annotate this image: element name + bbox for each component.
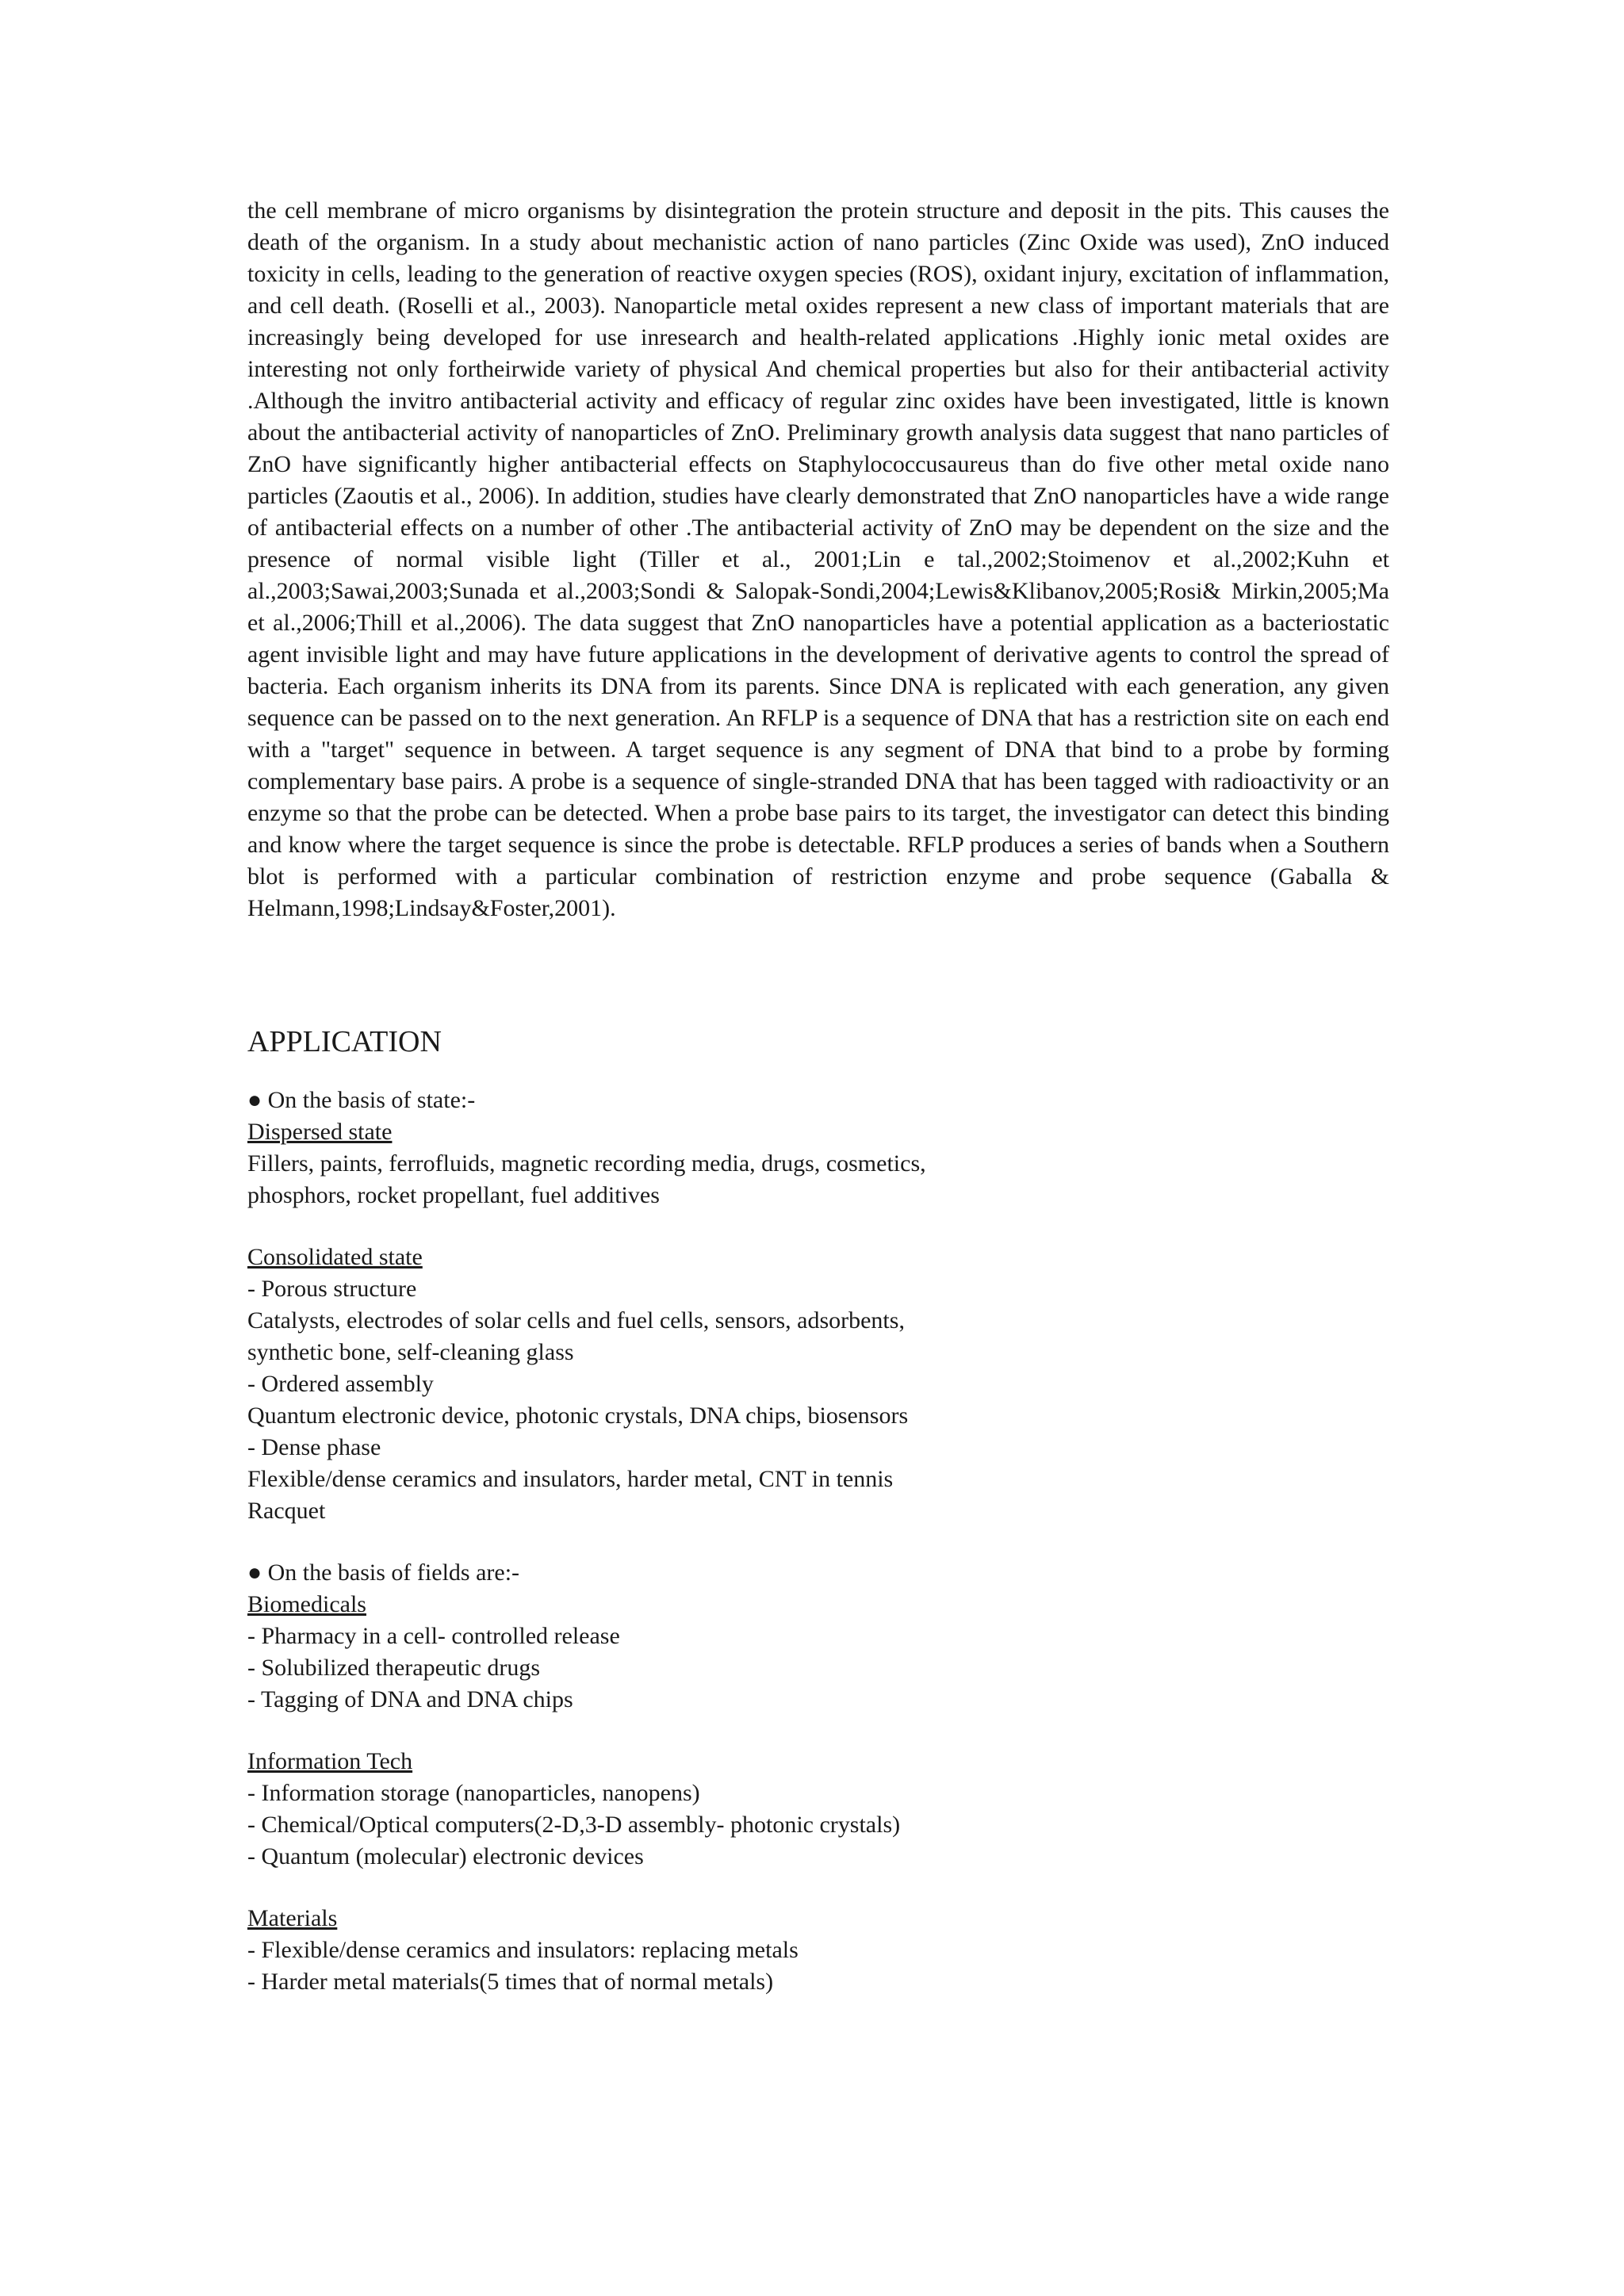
biomedicals-title: Biomedicals xyxy=(247,1591,366,1617)
consolidated-line: synthetic bone, self-cleaning glass xyxy=(247,1339,574,1365)
dispersed-line: phosphors, rocket propellant, fuel additives xyxy=(247,1182,660,1208)
body-paragraph xyxy=(247,195,1389,924)
application-heading: APPLICATION xyxy=(247,1025,442,1058)
information-tech-line: - Quantum (molecular) electronic devices xyxy=(247,1843,644,1869)
consolidated-state-title: Consolidated state xyxy=(247,1244,423,1270)
document-page xyxy=(247,195,1389,1998)
spacer xyxy=(247,1716,1389,1746)
information-tech-title: Information Tech xyxy=(247,1748,413,1774)
fields-bullet: ● On the basis of fields are:- xyxy=(247,1559,520,1586)
state-bullet: ● On the basis of state:- xyxy=(247,1087,476,1113)
spacer xyxy=(247,1873,1389,1903)
spacer xyxy=(247,1527,1389,1557)
biomedicals-line: - Solubilized therapeutic drugs xyxy=(247,1655,541,1681)
materials-line: - Harder metal materials(5 times that of normal metals) xyxy=(247,1969,774,1995)
consolidated-line: Flexible/dense ceramics and insulators, harder metal, CNT in tennis xyxy=(247,1466,894,1492)
consolidated-line: - Dense phase xyxy=(247,1434,381,1460)
biomedicals-line: - Pharmacy in a cell- controlled release xyxy=(247,1623,620,1649)
information-tech-line: - Information storage (nanoparticles, nanopens) xyxy=(247,1780,700,1806)
consolidated-line: Racquet xyxy=(247,1498,326,1524)
consolidated-line: Quantum electronic device, photonic crystals, DNA chips, biosensors xyxy=(247,1402,909,1429)
materials-line: - Flexible/dense ceramics and insulators: replacing metals xyxy=(247,1937,799,1963)
biomedicals-line: - Tagging of DNA and DNA chips xyxy=(247,1686,573,1712)
consolidated-line: - Porous structure xyxy=(247,1276,417,1302)
dispersed-state-title: Dispersed state xyxy=(247,1119,393,1145)
dispersed-line: Fillers, paints, ferrofluids, magnetic recording media, drugs, cosmetics, xyxy=(247,1150,926,1177)
spacer xyxy=(247,1211,1389,1242)
consolidated-line: - Ordered assembly xyxy=(247,1371,434,1397)
materials-title: Materials xyxy=(247,1905,338,1931)
body-text: the cell membrane of micro organisms by disintegration the protein structure and deposit in the pits. This causes the death of the organism. In a study about mechanistic action of nano particles (Zinc Oxide was used), ZnO induced toxicity in cells, leading to the generation of reactive oxygen species (ROS), oxidant injury, excitation of inflammation, and cell death. (Roselli et al., 2003). Nanoparticle metal oxides represent a new class of important materials that are increasingly being developed for use inresearch and health-related applications .Highly ionic metal oxides are interesting not only fortheirwide variety of physical And chemical properties but also for their antibacterial activity .Although the invitro antibacterial activity and efficacy of regular zinc oxides have been investigated, little is known about the antibacterial activity of nanoparticles of ZnO. Preliminary growth analysis data suggest that nano particles of ZnO have significantly higher antibacterial effects on Staphylococcusaureus than do five other metal oxide nano particles (Zaoutis et al., 2006). In addition, studies have clearly demonstrated that ZnO nanoparticles have a wide range of antibacterial effects on a number of other .The antibacterial activity of ZnO may be dependent on the size and the presence of normal visible light (Tiller et al., 2001;Lin e tal.,2002;Stoimenov et al.,2002;Kuhn et al.,2003;Sawai,2003;Sunada et al.,2003;Sondi & Salopak-Sondi,2004;Lewis&Klibanov,2005;Rosi& Mirkin,2005;Ma et al.,2006;Thill et al.,2006). The data suggest that ZnO nanoparticles have a potential application as a bacteriostatic agent invisible light and may have future applications in the development of derivative agents to control the spread of bacteria. Each organism inherits its DNA from its parents. Since DNA is replicated with each generation, any given sequence can be passed on to the next generation. An RFLP is a sequence of DNA that has a restriction site on each end with a "target" sequence in between. A target sequence is any segment of DNA that bind to a probe by forming complementary base pairs. A probe is a sequence of single-stranded DNA that has been tagged with radioactivity or an enzyme so that the probe can be detected. When a probe base pairs to its target, the investigator can detect this binding and know where the target sequence is since the probe is detectable. RFLP produces a series of bands when a Southern blot is performed with a particular combination of restriction enzyme and probe sequence (Gaballa & Helmann,1998;Lindsay&Foster,2001). xyxy=(247,197,1389,921)
consolidated-line: Catalysts, electrodes of solar cells and fuel cells, sensors, adsorbents, xyxy=(247,1307,905,1334)
application-list xyxy=(247,1085,1389,1998)
information-tech-line: - Chemical/Optical computers(2-D,3-D assembly- photonic crystals) xyxy=(247,1812,901,1838)
